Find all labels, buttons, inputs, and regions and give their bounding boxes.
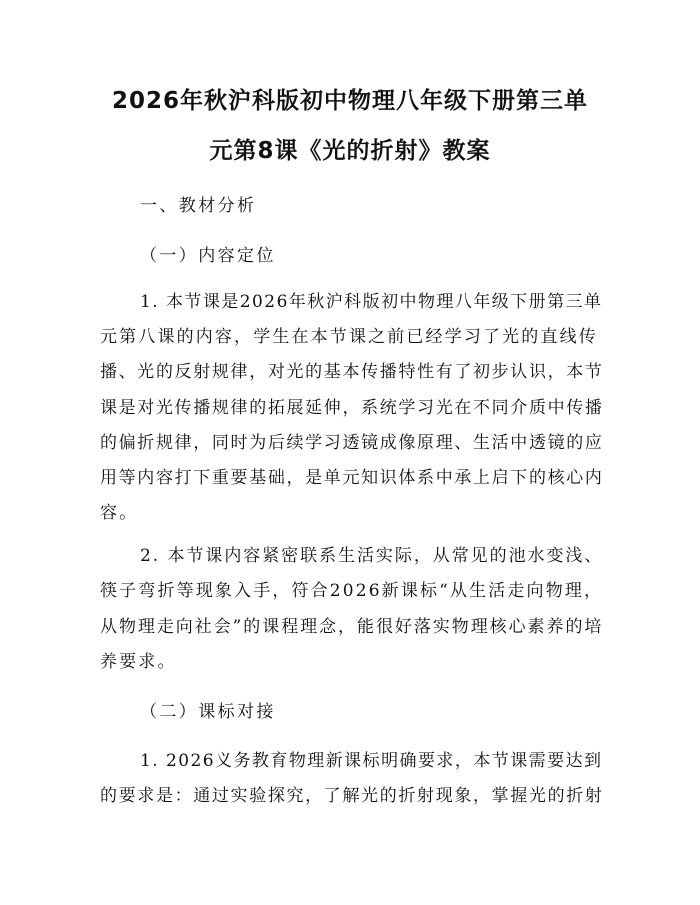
paragraph-line: 养要求。 xyxy=(100,652,177,672)
paragraph-line: 的偏折规律，同时为后续学习透镜成像原理、生活中透镜的应 xyxy=(100,433,604,453)
paragraph-line: 筷子弯折等现象入手，符合2026新课标“从生活走向物理， xyxy=(100,581,604,601)
paragraph-line: 的要求是：通过实验探究，了解光的折射现象，掌握光的折射 xyxy=(100,786,604,806)
paragraph-line: 用等内容打下重要基础，是单元知识体系中承上启下的核心内 xyxy=(100,468,604,488)
paragraph-line: 容。 xyxy=(100,503,139,523)
subsection-heading-curriculum-alignment: （二）课标对接 xyxy=(140,702,276,722)
document-title-line-2: 元第8课《光的折射》教案 xyxy=(209,138,491,164)
paragraph-line: 1. 2026义务教育物理新课标明确要求，本节课需要达到 xyxy=(140,751,603,771)
paragraph-line: 课是对光传播规律的拓展延伸，系统学习光在不同介质中传播 xyxy=(100,398,604,418)
paragraph-line: 从物理走向社会”的课程理念，能很好落实物理核心素养的培 xyxy=(100,617,604,637)
subsection-heading-content-positioning: （一）内容定位 xyxy=(140,246,276,266)
document-title-line-1: 2026年秋沪科版初中物理八年级下册第三单 xyxy=(111,88,588,114)
paragraph-line: 1. 本节课是2026年秋沪科版初中物理八年级下册第三单 xyxy=(140,292,603,312)
paragraph-line: 播、光的反射规律，对光的基本传播特性有了初步认识，本节 xyxy=(100,362,604,382)
paragraph-line: 2. 本节课内容紧密联系生活实际，从常见的池水变浅、 xyxy=(140,546,604,566)
paragraph-line: 元第八课的内容，学生在本节课之前已经学习了光的直线传 xyxy=(100,327,598,347)
section-heading-teaching-material-analysis: 一、教材分析 xyxy=(140,196,257,216)
